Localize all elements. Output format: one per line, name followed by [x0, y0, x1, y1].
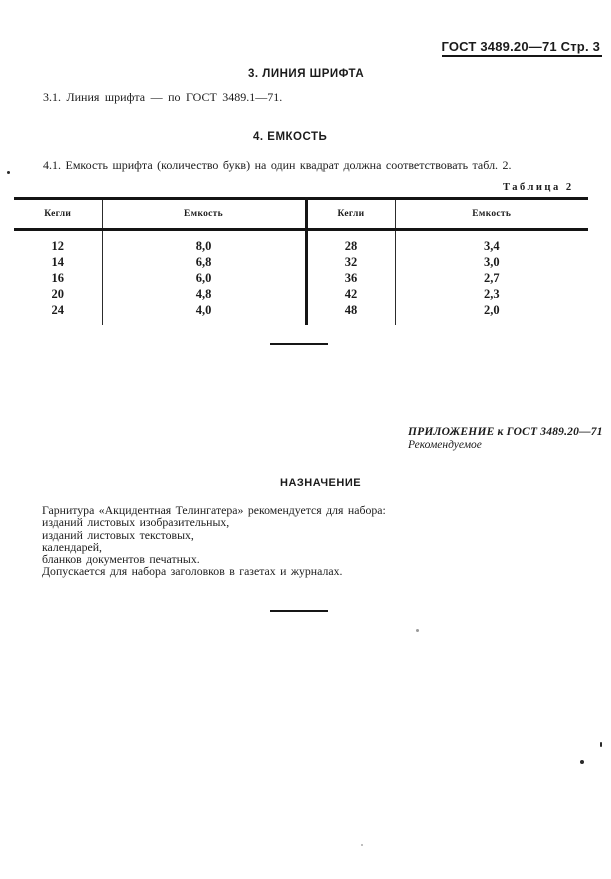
cell-kegl: 20 — [14, 286, 102, 302]
appendix-title: ПРИЛОЖЕНИЕ к ГОСТ 3489.20—71 — [408, 426, 603, 438]
cell-capacity: 6,0 — [102, 270, 306, 286]
table-row — [14, 254, 588, 270]
scan-speck — [7, 171, 10, 174]
cell-kegl: 24 — [14, 302, 102, 318]
column-header-kegli-2: Кегли — [306, 199, 395, 230]
purpose-line: изданий листовых текстовых, — [42, 527, 194, 542]
scan-speck — [580, 760, 584, 764]
purpose-line: календарей, — [42, 539, 102, 554]
cell-kegl: 12 — [14, 230, 102, 255]
cell-kegl: 32 — [306, 254, 395, 270]
table-row — [14, 302, 588, 318]
appendix-subtitle: Рекомендуемое — [408, 439, 482, 451]
section-4-paragraph: 4.1. Емкость шрифта (количество букв) на один квадрат должна соответствовать табл. 2. — [43, 158, 512, 172]
cell-capacity: 2,7 — [483, 270, 500, 285]
table-caption: Таблица 2 — [503, 182, 574, 193]
page-header-title: ГОСТ 3489.20—71 Стр. 3 — [441, 39, 600, 54]
table-row — [14, 286, 588, 302]
cell-kegl: 48 — [306, 302, 395, 318]
cell-capacity: 3,0 — [483, 254, 500, 269]
cell-kegl: 42 — [306, 286, 395, 302]
purpose-line: Допускается для набора заголовков в газетах и журналах. — [42, 564, 343, 579]
scan-speck — [361, 844, 363, 846]
table-header-row — [14, 199, 588, 230]
cell-kegl: 16 — [14, 270, 102, 286]
cell-capacity: 6,8 — [102, 254, 306, 270]
table-rule-extension-row — [14, 318, 588, 325]
column-header-emkost-1: Емкость — [102, 199, 306, 230]
purpose-paragraph — [42, 504, 386, 578]
cell-kegl: 14 — [14, 254, 102, 270]
scan-speck — [600, 742, 602, 747]
cell-kegl: 36 — [306, 270, 395, 286]
appendix-block — [408, 426, 603, 452]
section-end-divider — [270, 343, 328, 345]
cell-capacity: 4,0 — [102, 302, 306, 318]
section-3-heading: 3. ЛИНИЯ ШРИФТА — [248, 68, 365, 80]
purpose-line: бланков документов печатных. — [42, 552, 200, 567]
capacity-table-body — [14, 230, 588, 326]
table-row — [14, 270, 588, 286]
column-header-kegli-1: Кегли — [14, 199, 102, 230]
capacity-table-header — [14, 199, 588, 230]
table-row — [14, 230, 588, 255]
cell-capacity: 3,4 — [483, 238, 500, 253]
cell-capacity: 4,8 — [102, 286, 306, 302]
purpose-heading: НАЗНАЧЕНИЕ — [280, 477, 362, 489]
cell-capacity: 2,0 — [483, 302, 500, 317]
purpose-line: изданий листовых изобразительных, — [42, 515, 230, 530]
cell-capacity: 2,3 — [483, 286, 500, 301]
capacity-table — [14, 197, 588, 325]
section-4-heading: 4. ЕМКОСТЬ — [253, 131, 328, 143]
column-header-emkost-2: Емкость — [395, 199, 588, 230]
section-3-paragraph: 3.1. Линия шрифта — по ГОСТ 3489.1—71. — [43, 90, 283, 104]
purpose-line: Гарнитура «Акцидентная Телингатера» рекомендуется для набора: — [42, 503, 386, 517]
scan-speck — [416, 629, 419, 632]
page-end-divider — [270, 610, 328, 612]
header-underline — [442, 55, 602, 57]
cell-kegl: 28 — [306, 230, 395, 255]
cell-capacity: 8,0 — [102, 230, 306, 255]
